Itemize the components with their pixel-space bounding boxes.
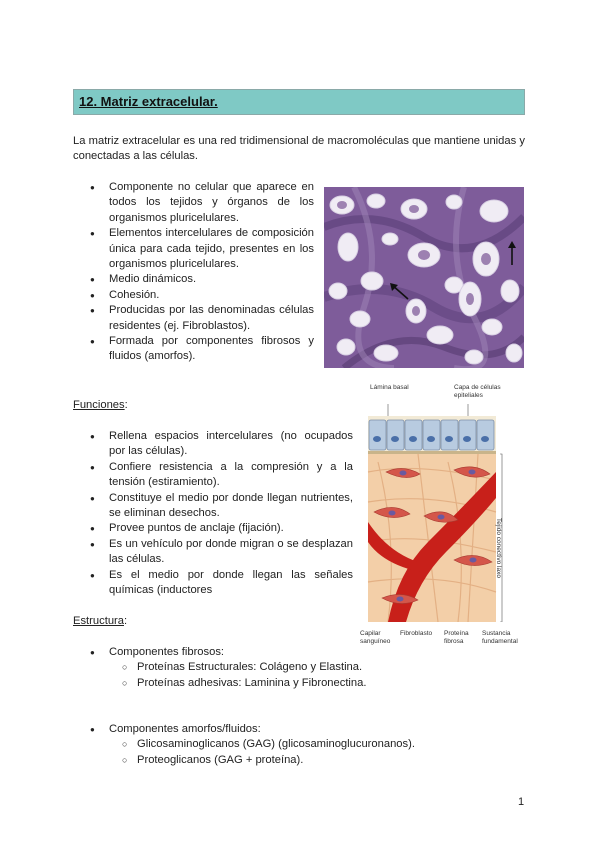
label-capilar: Capilar sanguíneo [360,630,391,645]
list-item: ● Provee puntos de anclaje (fijación). [73,521,353,536]
estructura-heading-text: Estructura [73,615,124,627]
funciones-heading-text: Funciones [73,399,125,411]
definition-list [73,180,314,365]
list-item: ● Medio dinámicos. [73,272,314,287]
sub-list-item: ○ Glicosaminoglicanos (GAG) (glicosaminoglucuronanos). [73,737,493,752]
sub-list-item: ○ Proteínas Estructurales: Colágeno y Elastina. [73,660,373,675]
list-item: ● Constituye el medio por donde llegan nutrientes, se eliminan desechos. [73,491,353,522]
page-title: 12. Matriz extracelular. [79,94,218,109]
funciones-heading-colon: : [124,399,128,411]
micrograph-image [324,187,524,368]
tissue-drawing [358,402,508,622]
sub-list-item: ○ Proteoglicanos (GAG + proteína). [73,753,493,768]
list-item: ● Elementos intercelulares de composición única para cada tejido, presentes en los organismos pluricelulares. [73,226,314,272]
list-item: ● Componentes fibrosos: [73,645,373,660]
label-lamina-basal: Lámina basal [370,384,409,391]
connective-tissue-diagram [358,384,526,654]
list-item: ● Es el medio por donde llegan las señales químicas (inductores [73,568,353,599]
estructura-fibrosos [73,645,373,691]
section-title-bar [73,89,525,115]
list-item: ● Es un vehículo por donde migran o se desplazan las células. [73,537,353,568]
list-item: ● Formada por componentes fibrosos y fluidos (amorfos). [73,334,314,365]
list-item: ● Componentes amorfos/fluidos: [73,722,493,737]
list-item: ● Producidas por las denominadas células residentes (ej. Fibroblastos). [73,303,314,334]
label-capa-celulas: Capa de células epiteliales [454,384,501,399]
intro-paragraph: La matriz extracelular es una red tridimensional de macromoléculas que mantiene unidas y conectadas a las células. [73,135,525,163]
label-proteina: Proteína fibrosa [444,630,469,645]
label-tejido-conectivo: Tejido conectivo laxo [495,518,502,578]
label-fibroblasto: Fibroblasto [400,630,433,637]
list-item: ● Cohesión. [73,288,314,303]
label-sustancia: Sustancia fundamental [482,630,518,645]
list-item: ● Componente no celular que aparece en todos los tejidos y órganos de los organismos pluricelulares. [73,180,314,226]
list-item: ● Confiere resistencia a la compresión y a la tensión (estiramiento). [73,460,353,491]
list-item: ● Rellena espacios intercelulares (no ocupados por las células). [73,429,353,460]
funciones-heading [73,398,128,413]
estructura-heading [73,614,127,629]
funciones-list [73,429,353,598]
page-number: 1 [518,796,525,808]
estructura-amorfos [73,722,493,768]
cartilage-micrograph [324,187,524,368]
sub-list-item: ○ Proteínas adhesivas: Laminina y Fibronectina. [73,676,373,691]
estructura-heading-colon: : [123,615,128,627]
